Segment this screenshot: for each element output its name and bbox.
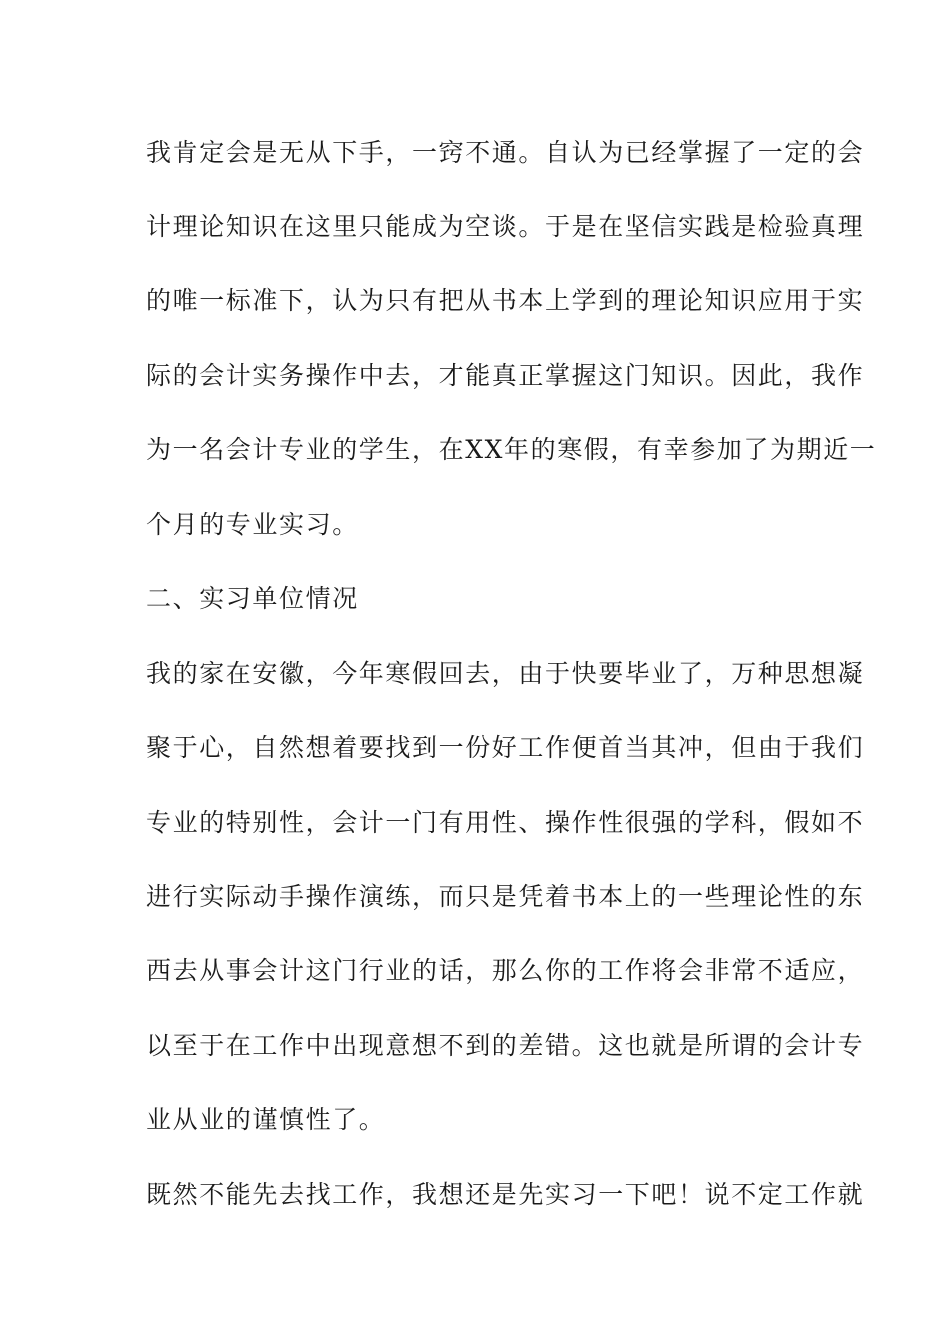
- text-line: 个月的专业实习。: [146, 510, 359, 539]
- text-line: 以至于在工作中出现意想不到的差错。这也就是所谓的会计专: [146, 1031, 865, 1060]
- text-line: 我肯定会是无从下手，一窍不通。自认为已经掌握了一定的会: [146, 138, 865, 167]
- text-line: 我的家在安徽，今年寒假回去，由于快要毕业了，万种思想凝: [146, 659, 865, 688]
- text-line: 计理论知识在这里只能成为空谈。于是在坚信实践是检验真理: [146, 212, 865, 241]
- text-line: 的唯一标准下，认为只有把从书本上学到的理论知识应用于实: [146, 286, 865, 315]
- text-line: 际的会计实务操作中去，才能真正掌握这门知识。因此，我作: [146, 361, 865, 390]
- text-line: 西去从事会计这门行业的话，那么你的工作将会非常不适应，: [146, 956, 865, 985]
- text-line: 进行实际动手操作演练，而只是凭着书本上的一些理论性的东: [146, 882, 865, 911]
- text-line: 为一名会计专业的学生，在XX年的寒假，有幸参加了为期近一: [146, 435, 877, 464]
- text-line: 专业的特别性，会计一门有用性、操作性很强的学科，假如不: [146, 808, 865, 837]
- text-line: 聚于心，自然想着要找到一份好工作便首当其冲，但由于我们: [146, 733, 865, 762]
- text-line: 业从业的谨慎性了。: [146, 1105, 386, 1134]
- section-heading: 二、实习单位情况: [146, 584, 359, 613]
- text-line: 既然不能先去找工作，我想还是先实习一下吧！说不定工作就: [146, 1180, 865, 1209]
